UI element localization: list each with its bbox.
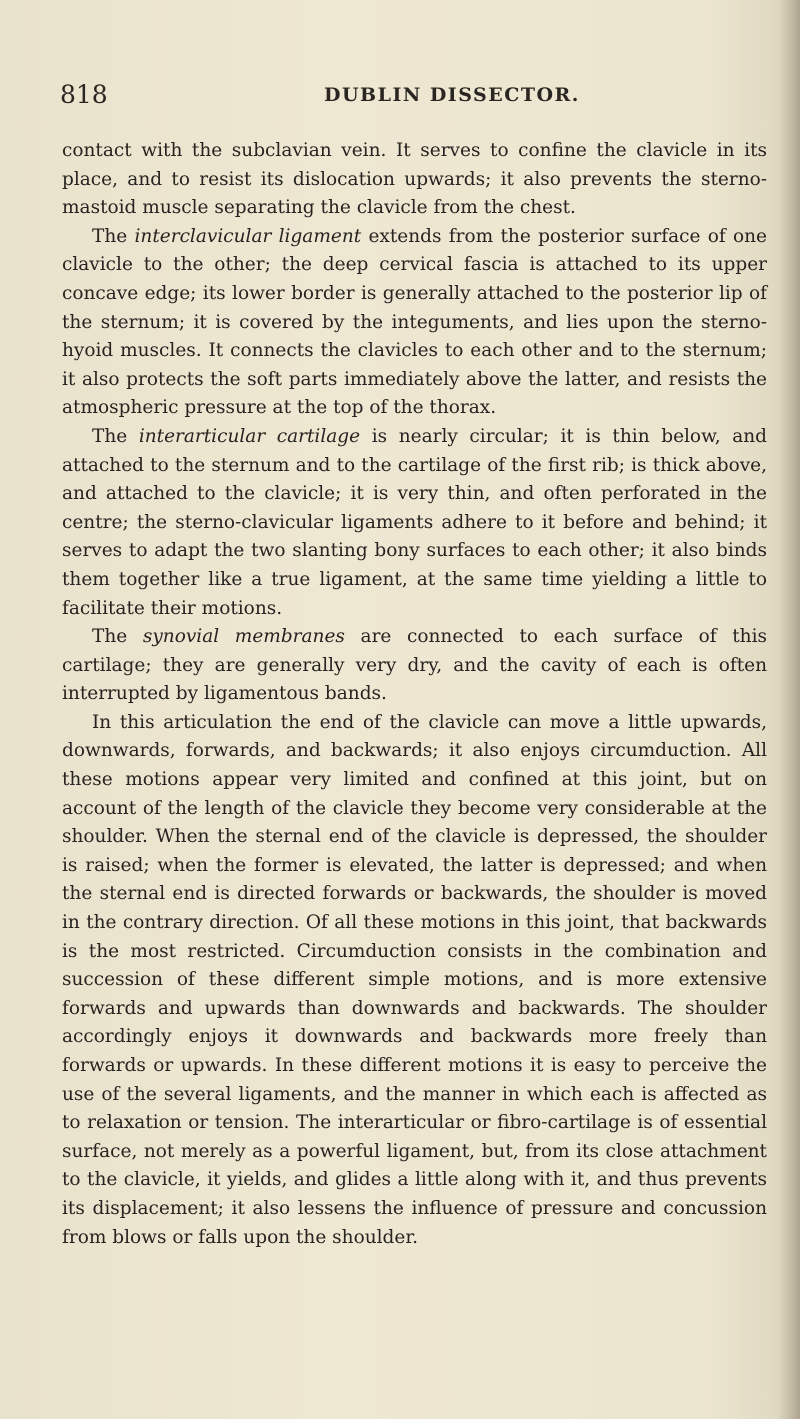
paragraph-interarticular-cartilage: [62, 423, 767, 623]
body-text: [62, 137, 767, 1252]
paragraph-text: contact with the subclavian vein. It serves to confine the clavicle in its place, and to resist its dislocation upwards; it also prevents the sterno-mastoid muscle separating the clavicle from the chest.: [62, 140, 767, 219]
page-edge-shadow: [778, 0, 800, 1419]
paragraph-synovial-membranes: [62, 623, 767, 709]
italic-term: synovial membranes: [142, 626, 345, 648]
italic-term: interarticular cartilage: [138, 425, 361, 447]
paragraph-text: are connected to each surface of this cartilage; they are generally very dry, and the cavity of each is often interrupted by ligamentous bands.: [62, 626, 768, 705]
paragraph-articulation-motions: [62, 709, 767, 1252]
paragraph-text: In this articulation the end of the clavicle can move a little upwards, downwards, forwards, and backwards; it also enjoys circumduction. All these motions appear very limited and confined at this joint, but on account of the length of the clavicle they become very considerable at the shoulder. When the sternal end of the clavicle is depressed, the shoulder is raised; when the former is elevated, the latter is depressed; and when the sternal end is directed forwards or backwards, the shoulder is moved in the contrary direction. Of all these motions in this joint, that backwards is the most restricted. Circumduction consists in the combination and succession of these different simple motions, and is more extensive forwards and upwards than downwards and backwards. The shoulder accordingly enjoys it downwards and backwards more freely than forwards or upwards. In these different motions it is easy to perceive the use of the several ligaments, and the manner in which each is affected as to relaxation or tension. The interarticular or fibro-cartilage is of essential surface, not merely as a powerful ligament, but, from its close attachment to the clavicle, it yields, and glides a little along with it, and thus prevents its displacement; it also lessens the influence of pressure and concussion from blows or falls upon the shoulder.: [62, 711, 767, 1248]
paragraph-interclavicular-ligament: [62, 223, 767, 423]
paragraph-subclavian: [62, 137, 767, 223]
paragraph-text: The: [92, 225, 135, 247]
running-head: DUBLIN DISSECTOR.: [324, 84, 580, 106]
paragraph-text: The: [92, 626, 143, 648]
paragraph-text: extends from the posterior surface of one clavicle to the other; the deep cervical fascia is attached to its upper concave edge; its lower border is generally attached to the posterior lip of the sternum; it is covered by the integuments, and lies upon the sterno-hyoid muscles. It connects the clavicles to each other and to the sternum; it also protects the soft parts immediately above the latter, and resists the atmospheric pressure at the top of the thorax.: [62, 225, 767, 419]
paragraph-text: is nearly circular; it is thin below, and attached to the sternum and to the cartilage of the first rib; is thick above, and attached to the clavicle; it is very thin, and often perforated in the centre; the sterno-clavicular ligaments adhere to it before and behind; it serves to adapt the two slanting bony surfaces to each other; it also binds them together like a true ligament, at the same time yielding a little to facilitate their motions.: [62, 425, 767, 619]
page-number: 818: [60, 80, 108, 109]
page-header: [60, 80, 760, 120]
paragraph-text: The: [92, 425, 139, 447]
italic-term: interclavicular ligament: [134, 225, 362, 247]
